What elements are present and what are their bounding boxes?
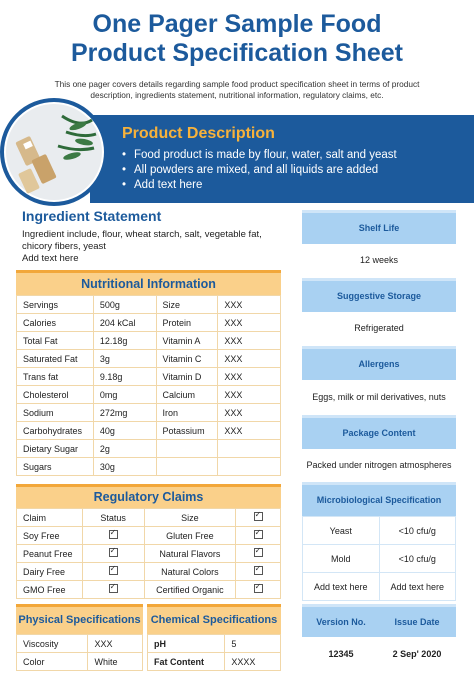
version-header	[302, 604, 456, 637]
storage-label: Suggestive Storage	[302, 278, 456, 312]
table-cell	[156, 458, 218, 476]
claim-name: Certified Organic	[144, 581, 236, 599]
table-cell: Potassium	[156, 422, 218, 440]
nutrition-heading: Nutritional Information	[16, 270, 281, 295]
table-cell: Total Fat	[17, 332, 94, 350]
table-cell: XXX	[218, 404, 281, 422]
table-row	[17, 350, 281, 368]
claim-name: Natural Colors	[144, 563, 236, 581]
table-row	[17, 563, 281, 581]
ingredient-statement-text: Ingredient include, flour, wheat starch, salt, vegetable fat, chicory fibers, yeast Add text here	[22, 229, 262, 265]
microbiological-label: Microbiological Specification	[302, 482, 456, 516]
product-photo	[0, 98, 108, 206]
column-header: Status	[82, 509, 144, 527]
column-header: Claim	[17, 509, 83, 527]
table-cell: Add text here	[379, 573, 456, 601]
table-row	[17, 527, 281, 545]
chemical-spec-table	[147, 634, 281, 671]
regulatory-table	[16, 508, 281, 599]
table-cell: Mold	[303, 545, 380, 573]
claim-status	[236, 581, 281, 599]
ingredient-statement-heading: Ingredient Statement	[22, 208, 162, 224]
table-cell: Trans fat	[17, 368, 94, 386]
table-cell: 272mg	[93, 404, 156, 422]
checkbox-icon	[109, 548, 118, 557]
table-cell: Calories	[17, 314, 94, 332]
table-row: pH 5	[148, 635, 281, 653]
product-description-heading: Product Description	[122, 125, 275, 142]
table-cell: XXX	[218, 368, 281, 386]
product-description-list	[122, 148, 397, 192]
checkbox-icon	[109, 530, 118, 539]
nutrition-table	[16, 295, 281, 476]
list-item: • Add text here	[122, 178, 397, 193]
issue-date-label: Issue Date	[394, 617, 440, 627]
checkbox-icon	[254, 548, 263, 557]
table-header-row	[17, 509, 281, 527]
table-cell: 3g	[93, 350, 156, 368]
claim-status	[82, 563, 144, 581]
claim-status	[82, 581, 144, 599]
table-cell: Size	[156, 296, 218, 314]
table-cell: Vitamin D	[156, 368, 218, 386]
claim-name: Gluten Free	[144, 527, 236, 545]
regulatory-heading: Regulatory Claims	[16, 484, 281, 508]
table-row	[17, 314, 281, 332]
shelf-life-value: 12 weeks	[359, 255, 399, 265]
list-item: • All powders are mixed, and all liquids are added	[122, 163, 397, 178]
version-label: Version No.	[316, 617, 366, 627]
table-cell: Carbohydrates	[17, 422, 94, 440]
table-cell: 40g	[93, 422, 156, 440]
table-row	[17, 368, 281, 386]
physical-spec-heading: Physical Specifications	[16, 604, 143, 634]
table-cell: <10 cfu/g	[379, 545, 456, 573]
table-cell	[218, 458, 281, 476]
table-row	[17, 404, 281, 422]
table-cell: 30g	[93, 458, 156, 476]
allergens-label: Allergens	[302, 346, 456, 380]
table-cell: Cholesterol	[17, 386, 94, 404]
table-cell: <10 cfu/g	[379, 517, 456, 545]
claim-name: GMO Free	[17, 581, 83, 599]
page-subtitle: This one pager covers details regarding sample food product specification sheet in terms of product description, ingredients statement, nutritional information, regulatory claims, etc.	[54, 79, 420, 100]
table-cell: Calcium	[156, 386, 218, 404]
claim-status	[82, 527, 144, 545]
column-header	[236, 509, 281, 527]
chemical-spec-heading: Chemical Specifications	[147, 604, 281, 634]
allergens-value: Eggs, milk or mil derivatives, nuts	[312, 392, 446, 402]
checkbox-icon	[109, 584, 118, 593]
list-item: • Food product is made by flour, water, salt and yeast	[122, 148, 397, 163]
page-title: One Pager Sample Food Product Specification Sheet	[70, 10, 403, 67]
table-row: Viscosity XXX	[17, 635, 143, 653]
table-cell: Yeast	[303, 517, 380, 545]
table-row	[303, 573, 456, 601]
claim-name: Dairy Free	[17, 563, 83, 581]
checkbox-icon	[254, 566, 263, 575]
table-cell: XXX	[218, 350, 281, 368]
table-cell: XXX	[218, 296, 281, 314]
version-values	[302, 640, 456, 668]
table-cell: 2g	[93, 440, 156, 458]
table-cell: Dietary Sugar	[17, 440, 94, 458]
storage-value: Refrigerated	[354, 323, 404, 333]
table-cell: Vitamin C	[156, 350, 218, 368]
table-row	[303, 545, 456, 573]
physical-spec-table	[16, 634, 143, 671]
table-cell: 0mg	[93, 386, 156, 404]
claim-status	[82, 545, 144, 563]
table-row	[17, 440, 281, 458]
shelf-life-label: Shelf Life	[302, 210, 456, 244]
claim-status	[236, 527, 281, 545]
table-row	[17, 545, 281, 563]
claim-name: Natural Flavors	[144, 545, 236, 563]
package-content-value: Packed under nitrogen atmospheres	[306, 460, 452, 470]
table-cell: Sodium	[17, 404, 94, 422]
table-row	[17, 296, 281, 314]
table-cell: Servings	[17, 296, 94, 314]
claim-name: Peanut Free	[17, 545, 83, 563]
table-cell: Saturated Fat	[17, 350, 94, 368]
microbiological-table	[302, 516, 456, 601]
claim-name: Soy Free	[17, 527, 83, 545]
column-header: Size	[144, 509, 236, 527]
table-cell: XXX	[218, 332, 281, 350]
table-row: Color White	[17, 653, 143, 671]
table-row	[17, 422, 281, 440]
table-row: Fat Content XXXX	[148, 653, 281, 671]
table-row	[303, 517, 456, 545]
table-row	[17, 458, 281, 476]
table-cell: Protein	[156, 314, 218, 332]
table-cell: Vitamin A	[156, 332, 218, 350]
table-cell: XXX	[218, 422, 281, 440]
table-row	[17, 332, 281, 350]
table-cell: 12.18g	[93, 332, 156, 350]
checkbox-icon	[109, 566, 118, 575]
table-cell	[156, 440, 218, 458]
checkbox-icon	[254, 512, 263, 521]
table-cell: 204 kCal	[93, 314, 156, 332]
table-cell: Iron	[156, 404, 218, 422]
table-cell: XXX	[218, 386, 281, 404]
checkbox-icon	[254, 530, 263, 539]
table-cell	[218, 440, 281, 458]
table-row	[17, 386, 281, 404]
package-content-label: Package Content	[302, 415, 456, 449]
claim-status	[236, 563, 281, 581]
issue-date-value: 2 Sep' 2020	[392, 649, 442, 659]
table-cell: 9.18g	[93, 368, 156, 386]
table-row	[17, 581, 281, 599]
table-cell: Add text here	[303, 573, 380, 601]
table-cell: XXX	[218, 314, 281, 332]
checkbox-icon	[254, 584, 263, 593]
version-value: 12345	[328, 649, 354, 659]
table-cell: Sugars	[17, 458, 94, 476]
table-cell: 500g	[93, 296, 156, 314]
claim-status	[236, 545, 281, 563]
